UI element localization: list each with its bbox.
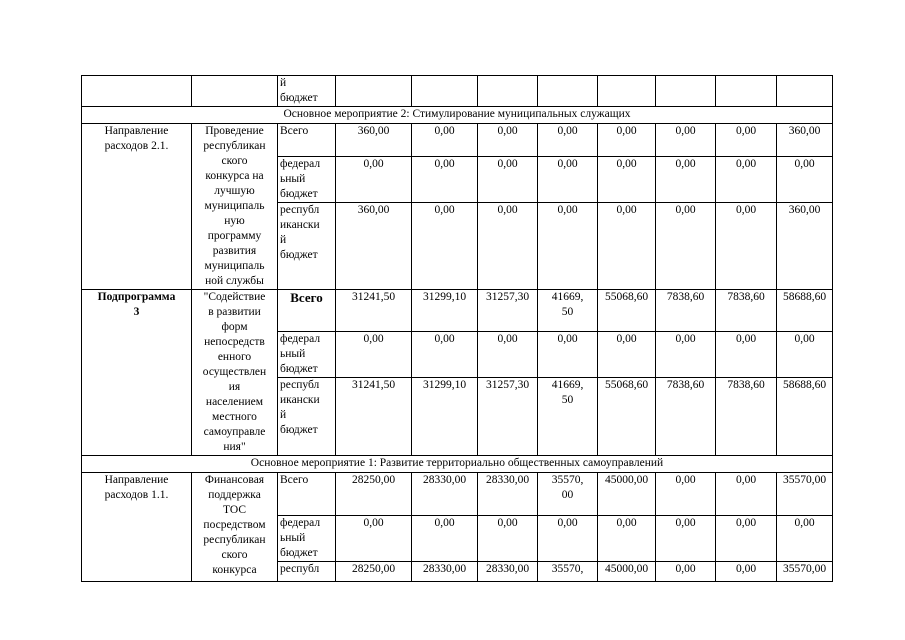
value-cell: 31257,30 [478, 378, 538, 456]
section-title: Основное мероприятие 2: Стимулирование муниципальных служащих [82, 107, 833, 124]
value-cell: 0,00 [336, 157, 412, 203]
value-cell: 7838,60 [656, 378, 716, 456]
value-cell [538, 76, 598, 107]
value-cell: 41669, 50 [538, 290, 598, 332]
value-cell: 35570,00 [777, 562, 833, 582]
value-cell: 35570, 00 [538, 473, 598, 516]
source-label: республ икански й бюджет [278, 378, 336, 456]
budget-table-body [82, 76, 833, 582]
table-row [82, 290, 833, 332]
value-cell: 28330,00 [412, 562, 478, 582]
budget-table [81, 75, 833, 582]
value-cell: 0,00 [656, 516, 716, 562]
value-cell: 0,00 [656, 203, 716, 290]
value-cell: 0,00 [412, 516, 478, 562]
value-cell: 58688,60 [777, 378, 833, 456]
value-cell: 0,00 [598, 203, 656, 290]
source-label: Всего [278, 473, 336, 516]
value-cell: 0,00 [716, 332, 777, 378]
value-cell: 35570,00 [777, 473, 833, 516]
value-cell: 0,00 [478, 516, 538, 562]
value-cell: 31299,10 [412, 290, 478, 332]
value-cell: 0,00 [412, 124, 478, 157]
value-cell: 0,00 [598, 157, 656, 203]
value-cell: 0,00 [716, 124, 777, 157]
value-cell: 0,00 [656, 124, 716, 157]
value-cell: 360,00 [336, 203, 412, 290]
value-cell [716, 76, 777, 107]
value-cell [412, 76, 478, 107]
row-code: Подпрограмма 3 [82, 290, 192, 456]
value-cell: 0,00 [716, 516, 777, 562]
value-cell: 0,00 [716, 157, 777, 203]
source-label: Всего [278, 290, 336, 332]
value-cell: 45000,00 [598, 473, 656, 516]
row-name: Финансовая поддержка ТОС посредством республикан ского конкурса [192, 473, 278, 582]
source-label: федерал ьный бюджет [278, 332, 336, 378]
value-cell [598, 76, 656, 107]
row-code: Направление расходов 2.1. [82, 124, 192, 290]
value-cell [656, 76, 716, 107]
value-cell: 7838,60 [716, 378, 777, 456]
value-cell: 360,00 [777, 203, 833, 290]
value-cell: 360,00 [336, 124, 412, 157]
value-cell: 41669, 50 [538, 378, 598, 456]
value-cell: 31241,50 [336, 378, 412, 456]
value-cell: 31257,30 [478, 290, 538, 332]
value-cell: 0,00 [777, 332, 833, 378]
value-cell: 0,00 [478, 332, 538, 378]
value-cell: 0,00 [598, 332, 656, 378]
value-cell: 35570, [538, 562, 598, 582]
value-cell: 0,00 [777, 157, 833, 203]
section-row [82, 107, 833, 124]
value-cell: 0,00 [656, 332, 716, 378]
value-cell: 0,00 [538, 332, 598, 378]
value-cell: 0,00 [538, 124, 598, 157]
value-cell [777, 76, 833, 107]
value-cell: 0,00 [336, 516, 412, 562]
value-cell: 0,00 [336, 332, 412, 378]
value-cell: 0,00 [656, 157, 716, 203]
source-label: республ [278, 562, 336, 582]
value-cell: 31299,10 [412, 378, 478, 456]
value-cell: 0,00 [478, 203, 538, 290]
source-label: федерал ьный бюджет [278, 157, 336, 203]
value-cell: 0,00 [598, 124, 656, 157]
value-cell: 45000,00 [598, 562, 656, 582]
name-cell [192, 76, 278, 107]
value-cell: 0,00 [412, 332, 478, 378]
value-cell: 0,00 [538, 203, 598, 290]
value-cell: 0,00 [716, 203, 777, 290]
row-name: Проведение республикан ского конкурса на лучшую муниципаль ную программу развития муниципаль ной службы [192, 124, 278, 290]
value-cell: 0,00 [777, 516, 833, 562]
value-cell: 28330,00 [478, 562, 538, 582]
value-cell: 0,00 [478, 124, 538, 157]
value-cell: 28330,00 [478, 473, 538, 516]
value-cell: 7838,60 [716, 290, 777, 332]
value-cell: 55068,60 [598, 378, 656, 456]
value-cell: 0,00 [538, 157, 598, 203]
source-label: Всего [278, 124, 336, 157]
row-name: "Содействие в развитии форм непосредств енного осуществлен ия населением местного самоуправле ния" [192, 290, 278, 456]
source-cell: й бюджет [278, 76, 336, 107]
value-cell: 0,00 [538, 516, 598, 562]
value-cell: 28330,00 [412, 473, 478, 516]
value-cell: 0,00 [412, 203, 478, 290]
value-cell: 0,00 [412, 157, 478, 203]
section-row [82, 456, 833, 473]
source-label: федерал ьный бюджет [278, 516, 336, 562]
source-label: республ икански й бюджет [278, 203, 336, 290]
value-cell: 0,00 [716, 562, 777, 582]
table-row [82, 473, 833, 516]
value-cell: 7838,60 [656, 290, 716, 332]
table-row [82, 124, 833, 157]
value-cell [478, 76, 538, 107]
value-cell: 28250,00 [336, 473, 412, 516]
code-cell [82, 76, 192, 107]
value-cell: 58688,60 [777, 290, 833, 332]
value-cell: 0,00 [598, 516, 656, 562]
value-cell: 0,00 [478, 157, 538, 203]
value-cell: 0,00 [716, 473, 777, 516]
table-row [82, 76, 833, 107]
value-cell: 55068,60 [598, 290, 656, 332]
section-title: Основное мероприятие 1: Развитие территориально общественных самоуправлений [82, 456, 833, 473]
value-cell: 0,00 [656, 562, 716, 582]
value-cell: 0,00 [656, 473, 716, 516]
value-cell: 28250,00 [336, 562, 412, 582]
row-code: Направление расходов 1.1. [82, 473, 192, 582]
value-cell: 360,00 [777, 124, 833, 157]
value-cell: 31241,50 [336, 290, 412, 332]
value-cell [336, 76, 412, 107]
